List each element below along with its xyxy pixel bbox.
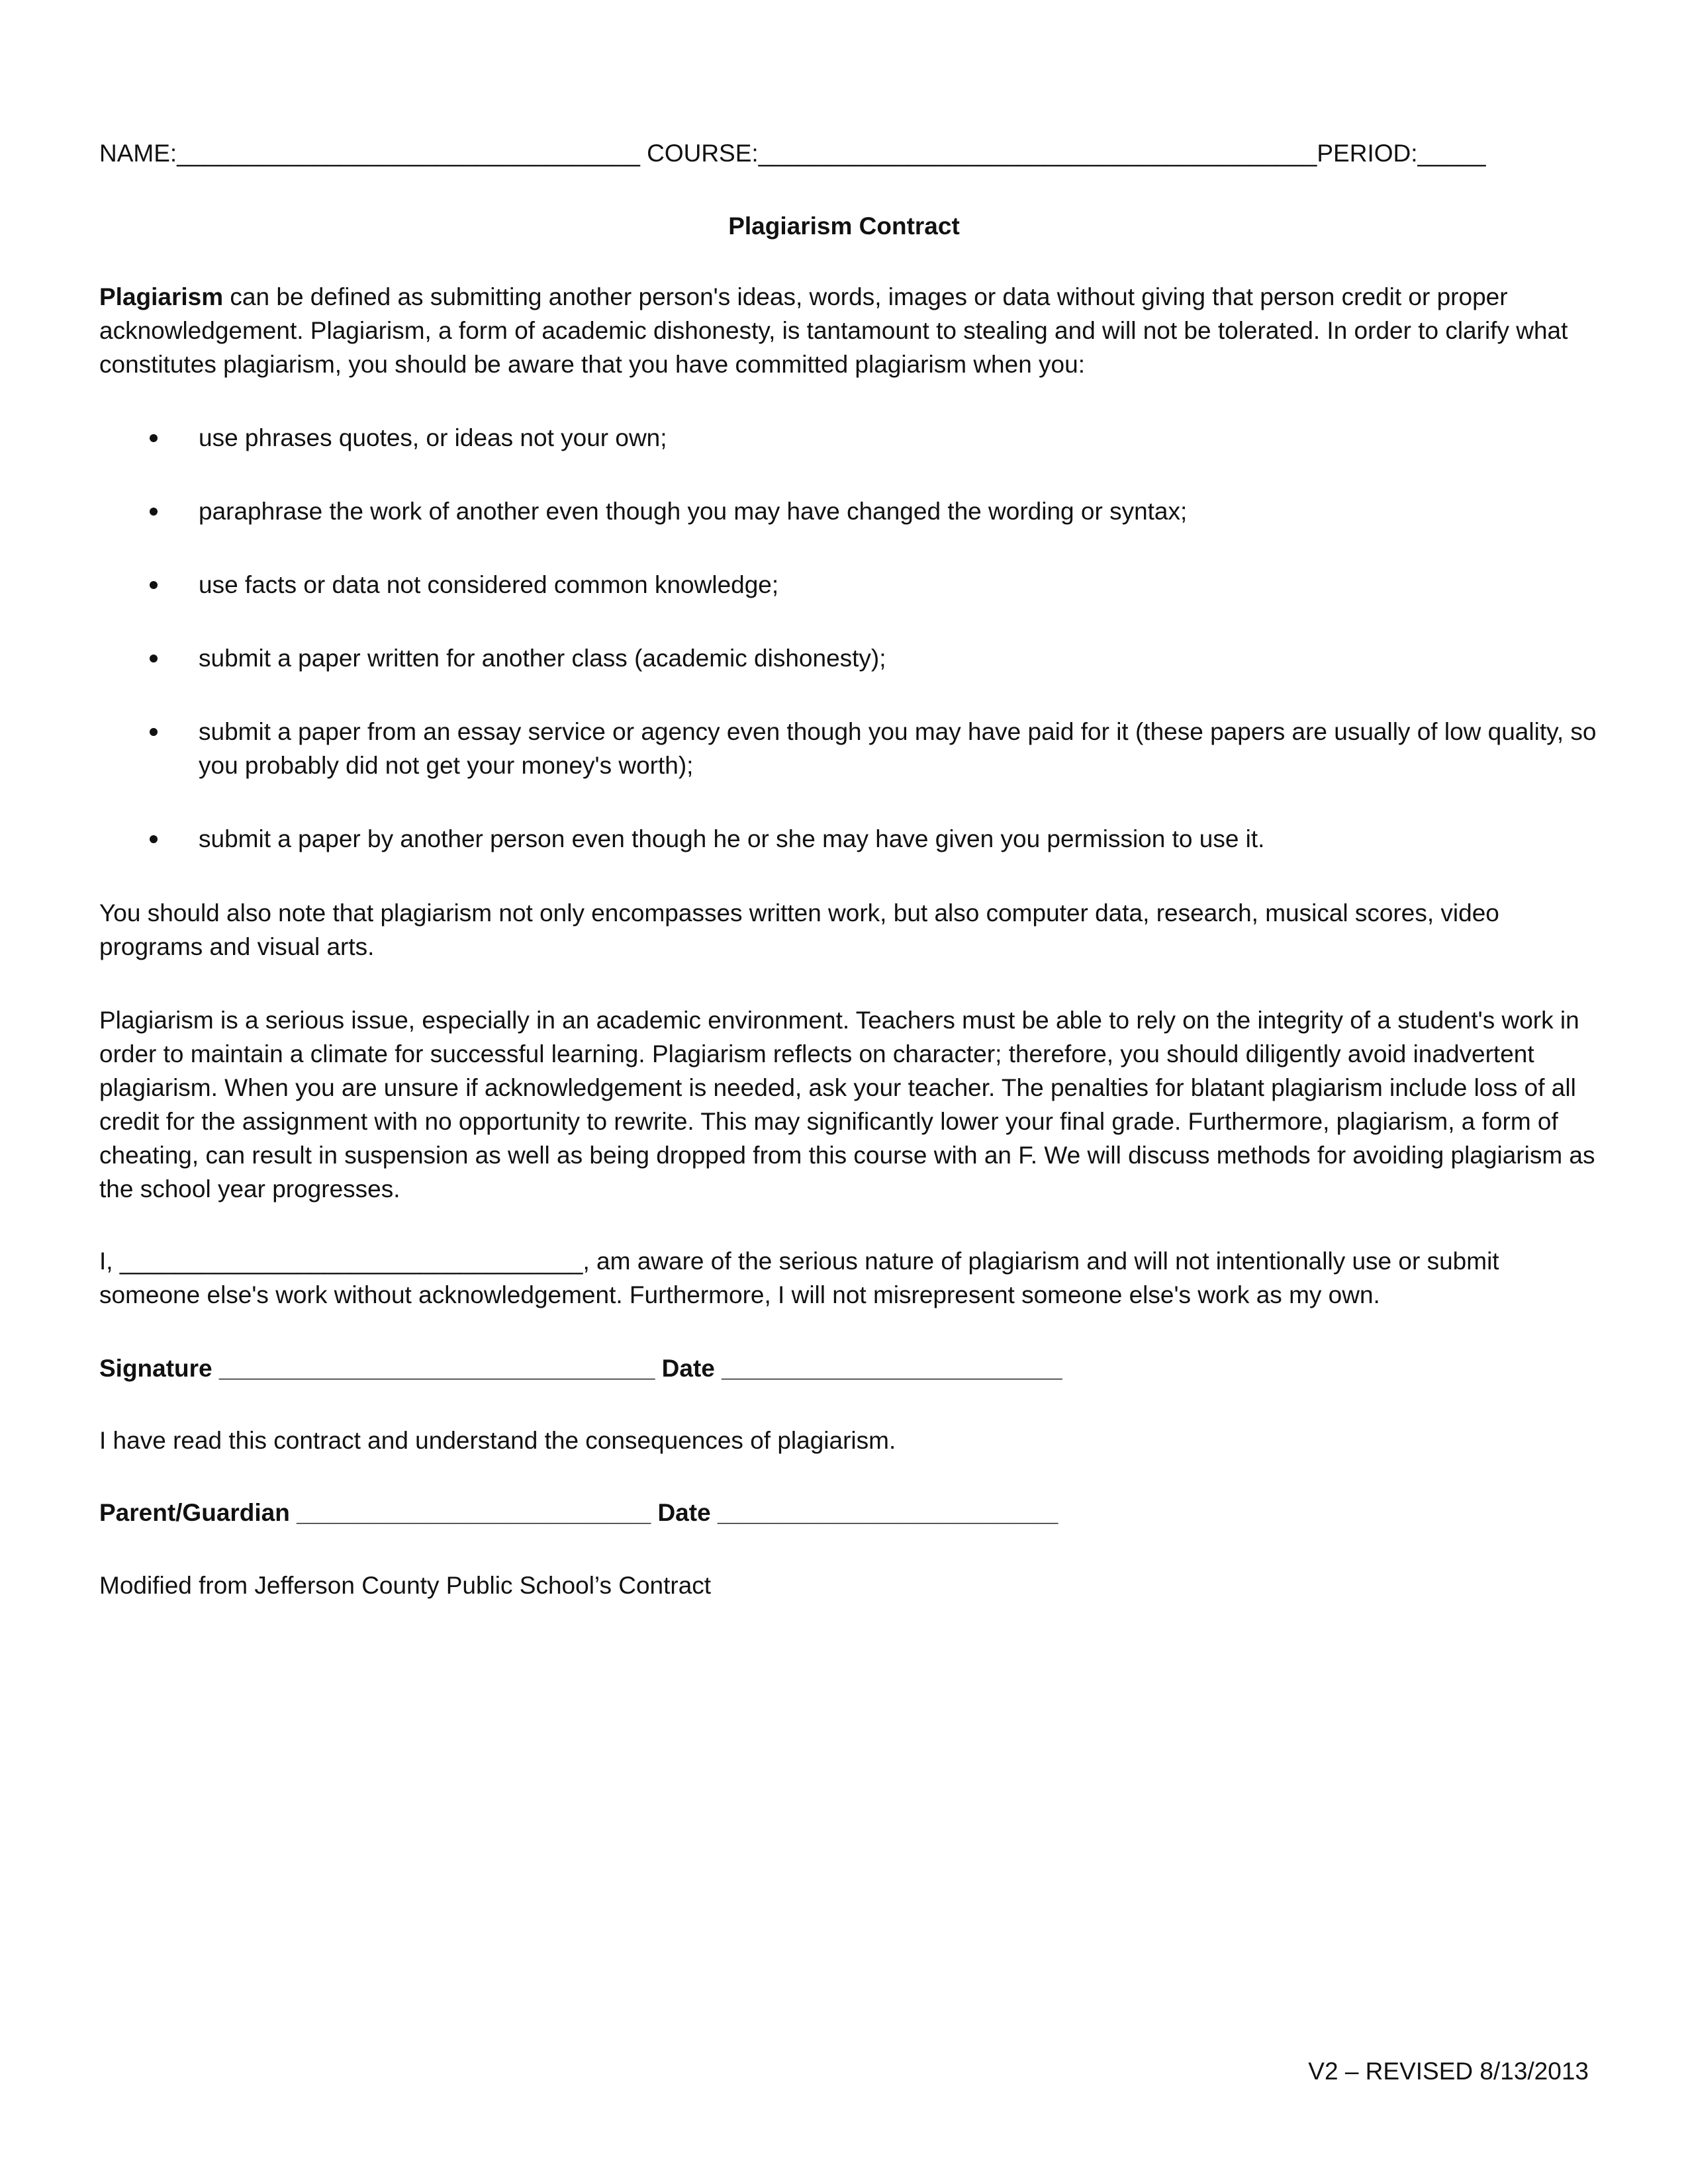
period-blank[interactable]: _____	[1417, 140, 1486, 167]
bullet-icon	[150, 728, 158, 736]
bullet-icon	[150, 835, 158, 843]
note-paragraph: You should also note that plagiarism not only encompasses written work, but also computer data, research, musical scores, video programs and visual arts.	[99, 899, 1499, 960]
course-blank[interactable]: _________________________________________	[758, 140, 1317, 167]
parent-statement: I have read this contract and understand the consequences of plagiarism.	[99, 1427, 896, 1454]
bullet-text: submit a paper written for another class (academic dishonesty);	[199, 645, 886, 672]
signature-date-label: Date	[655, 1355, 722, 1382]
source-note: Modified from Jefferson County Public School’s Contract	[99, 1572, 712, 1599]
parent-date-blank[interactable]: _________________________	[717, 1499, 1058, 1526]
signature-row	[99, 1351, 1062, 1386]
bullet-icon	[150, 434, 158, 442]
period-label: PERIOD:	[1317, 140, 1418, 167]
version-footer: V2 – REVISED 8/13/2013	[1308, 2058, 1589, 2085]
serious-issue-paragraph: Plagiarism is a serious issue, especially in an academic environment. Teachers must be able to rely on the integrity of a student's work in order to maintain a climate for successful learning. Plagiarism reflects on character; therefore, you should diligently avoid inadvertent plagiarism. When you are unsure if acknowledgement is needed, ask your teacher. The penalties for blatant plagiarism include loss of all credit for the assignment with no opportunity to rewrite. This may significantly lower your final grade. Furthermore, plagiarism, a form of cheating, can result in suspension as well as being dropped from this course with an F. We will discuss methods for avoiding plagiarism as the school year progresses.	[99, 1007, 1595, 1203]
pledge-name-blank[interactable]: __________________________________	[119, 1248, 583, 1275]
bullet-text: paraphrase the work of another even though you may have changed the wording or syntax;	[199, 498, 1188, 525]
intro-bold-term: Plagiarism	[99, 283, 224, 310]
intro-text: can be defined as submitting another person's ideas, words, images or data without giving that person credit or proper acknowledgement. Plagiarism, a form of academic dishonesty, is tantamount to stealing and will not be tolerated. In order to clarify what constitutes plagiarism, you should be aware that you have committed plagiarism when you:	[99, 283, 1568, 378]
pledge-paragraph	[99, 1244, 1595, 1312]
signature-blank[interactable]: ________________________________	[218, 1355, 655, 1382]
parent-blank[interactable]: __________________________	[297, 1499, 651, 1526]
name-blank[interactable]: __________________________________	[177, 140, 640, 167]
signature-label: Signature	[99, 1355, 219, 1382]
pledge-prefix: I,	[99, 1248, 120, 1275]
name-label: NAME:	[99, 140, 177, 167]
parent-label: Parent/Guardian	[99, 1499, 297, 1526]
course-label: COURSE:	[647, 140, 759, 167]
bullet-text: use phrases quotes, or ideas not your own;	[199, 424, 667, 451]
document-title: Plagiarism Contract	[728, 212, 960, 240]
bullet-icon	[150, 508, 158, 516]
bullet-icon	[150, 581, 158, 589]
pledge-text: , am aware of the serious nature of plagiarism and will not intentionally use or submit someone else's work without acknowledgement. Furthermore, I will not misrepresent someone else's work as my own.	[99, 1248, 1499, 1308]
intro-paragraph	[99, 280, 1595, 381]
bullet-text: submit a paper from an essay service or agency even though you may have paid for it (these papers are usually of low quality, so you probably did not get your money's worth);	[199, 718, 1597, 779]
parent-signature-row	[99, 1496, 1058, 1530]
parent-date-label: Date	[651, 1499, 718, 1526]
bullet-text: use facts or data not considered common knowledge;	[199, 571, 779, 598]
bullet-icon	[150, 655, 158, 662]
bullet-text: submit a paper by another person even though he or she may have given you permission to use it.	[199, 825, 1265, 852]
signature-date-blank[interactable]: _________________________	[722, 1355, 1062, 1382]
header-fields	[99, 136, 1485, 171]
